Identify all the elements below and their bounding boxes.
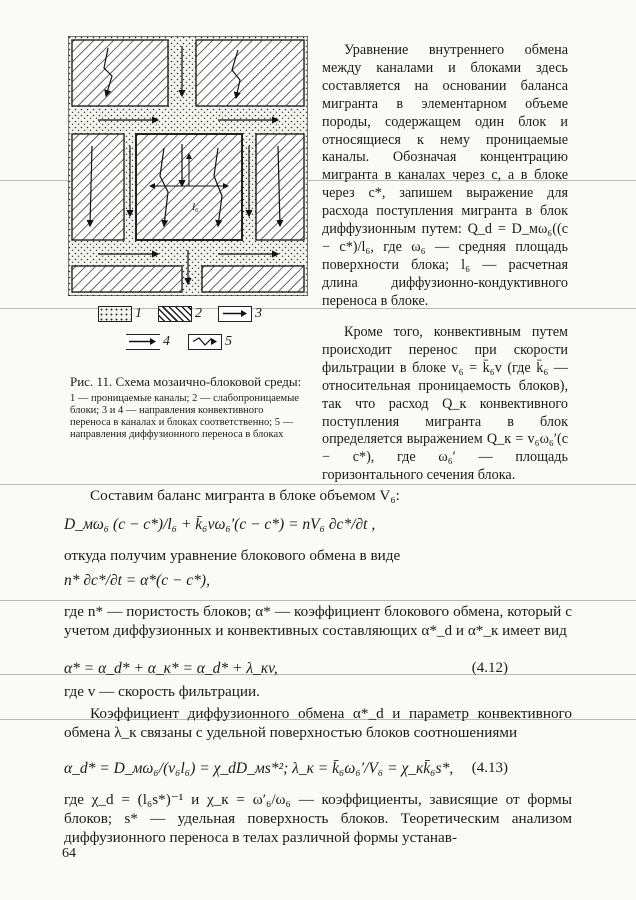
legend-item-3 xyxy=(218,306,262,322)
legend-row-1 xyxy=(98,306,262,322)
block xyxy=(136,134,242,240)
figure-caption xyxy=(70,374,306,441)
equation-4-12 xyxy=(64,660,574,678)
legend-swatch-channels xyxy=(98,306,132,322)
equation-number: (4.12) xyxy=(471,660,508,676)
block-length-label: l₆ xyxy=(192,201,199,213)
paragraph-last: где χ_d = (l₆s*)⁻¹ и χ_к = ω′₆/ω₆ — коэффициенты, зависящие от формы блоков; s* — удельная поверхность блоков. Теоретическим анализом диффузионного переноса в телах различной формы устанав- xyxy=(64,791,572,846)
legend-swatch-blocks xyxy=(158,306,192,322)
legend-label: 2 xyxy=(195,306,202,321)
legend-swatch-channel-convection xyxy=(218,306,252,322)
equation-4-13 xyxy=(64,760,574,778)
equation-4-13-text: α_d* = D_мω₆/(v₆l₆) = χ_dD_мs*²; λ_к = k̄₆ω₆′/V₆ = χ_кk̄₆s*, xyxy=(64,760,454,777)
legend-label: 3 xyxy=(255,306,262,321)
legend-item-5 xyxy=(188,334,232,350)
mosaic-block-diagram xyxy=(68,36,308,296)
figure-caption-title: Рис. 11. Схема мозаично-блоковой среды: xyxy=(70,374,302,389)
legend-swatch-diffusion xyxy=(188,334,222,350)
paragraph-where: где n* — пористость блоков; α* — коэффициент блокового обмена, который с учетом диффузионных и конвективных составляющих α*_d и α*_к имеет вид xyxy=(64,603,572,639)
legend-item-2 xyxy=(158,306,202,322)
equation-block-exchange: n* ∂c*/∂t = α*(c − c*), xyxy=(64,572,210,589)
paragraph-velocity: где v — скорость фильтрации. xyxy=(64,683,260,700)
block xyxy=(72,266,182,292)
block xyxy=(72,40,168,106)
legend-row-2 xyxy=(126,334,232,350)
paragraph-balance: Составим баланс мигранта в блоке объемом V₆: xyxy=(90,487,400,504)
equation-balance: D_мω₆ (c − c*)/l₆ + k̄₆vω₆′(c − c*) = nV₆ ∂c*/∂t , xyxy=(64,516,376,533)
paragraph-hence: откуда получим уравнение блокового обмена в виде xyxy=(64,547,401,564)
block xyxy=(202,266,304,292)
figure-caption-text: 1 — проницаемые каналы; 2 — слабопроницаемые блоки; 3 и 4 — направления конвективного переноса в каналах и блоках соответственно; 5 — направления диффузионного переноса в блоках xyxy=(70,393,299,440)
right-column-paragraph-2: Кроме того, конвективным путем происходит перенос при скорости фильтрации в блоке v₆ = k̄₆v (где k̄₆ — относительная проницаемость блоков), так что расход Q_к конвективного поступления мигранта в блок определяется выражением Q_к = v₆ω₆′(c − c*), где ω₆′ — площадь горизонтального сечения блока. xyxy=(322,324,568,484)
legend-item-1 xyxy=(98,306,142,322)
page-number: 64 xyxy=(62,846,76,861)
legend-label: 1 xyxy=(135,306,142,321)
paragraph-coefficient: Коэффициент диффузионного обмена α*_d и параметр конвективного обмена λ_к связаны с удельной поверхностью блоков соотношениями xyxy=(64,705,572,741)
legend-item-4 xyxy=(126,334,170,350)
legend-swatch-block-convection xyxy=(126,334,160,350)
legend-label: 5 xyxy=(225,334,232,349)
right-column-paragraph-1: Уравнение внутреннего обмена между каналами и блоками здесь составляется на основании баланса мигранта в элементарном объеме породы, содержащем один блок и относящиеся к нему проницаемые каналы. Обозначая концентрацию мигранта в каналах через c, а в блоке через c*, запишем выражение для расхода поступления мигранта в блок диффузионным путем: Q_d = D_мω₆((c − c*)/l₆, где ω₆ — средняя площадь поверхности блока; l₆ — расчетная длина диффузионно-кондуктивного переноса в блоке. xyxy=(322,42,568,309)
block xyxy=(72,134,124,240)
scan-rule xyxy=(0,600,636,601)
legend-label: 4 xyxy=(163,334,170,349)
equation-number: (4.13) xyxy=(471,760,508,776)
block xyxy=(196,40,304,106)
equation-4-12-text: α* = α_d* + α_к* = α_d* + λ_кv, xyxy=(64,660,278,677)
